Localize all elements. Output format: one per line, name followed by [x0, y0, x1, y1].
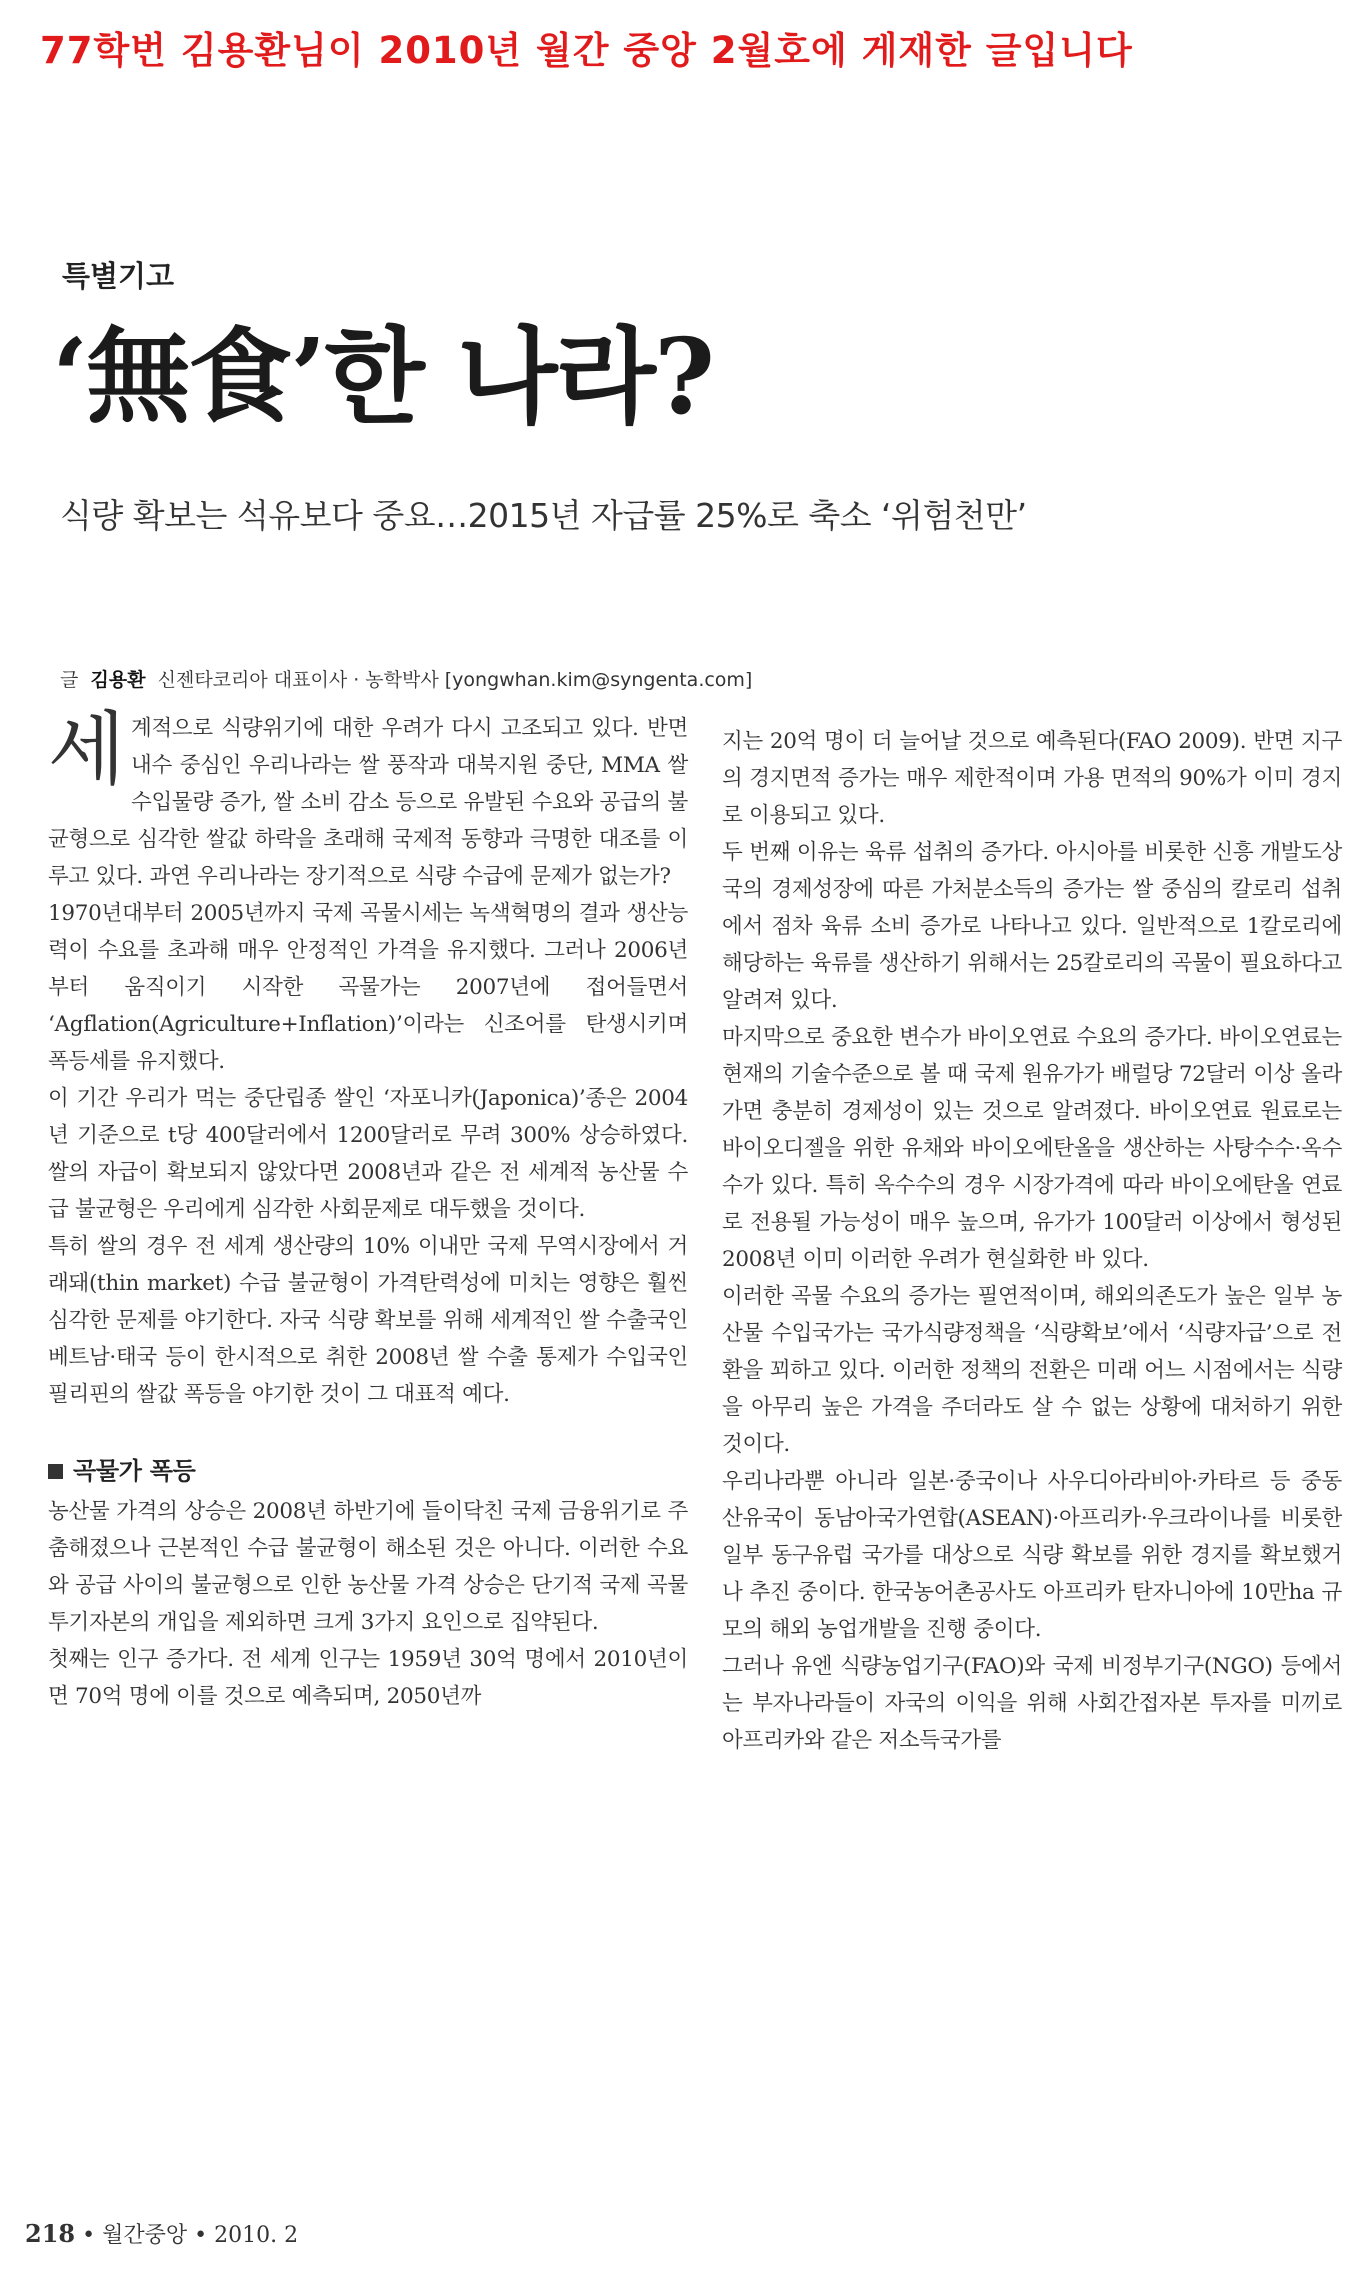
paragraph: 농산물 가격의 상승은 2008년 하반기에 들이닥친 국제 금융위기로 주춤해졌으나 근본적인 수급 불균형이 해소된 것은 아니다. 이러한 수요와 공급 사이의 불균형으로 인한 농산물 가격 상승은 단기적 국제 곡물투기자본의 개입을 제외하면 크게 3가지 요인으로 집약된다.: [48, 1499, 688, 1635]
article-column-left: [48, 703, 688, 1715]
byline-prefix: 글: [60, 669, 79, 691]
paragraph: 우리나라뿐 아니라 일본·중국이나 사우디아라비아·카타르 등 중동 산유국이 동남아국가연합(ASEAN)·아프리카·우크라이나를 비롯한 일부 동구유럽 국가를 대상으로 식량 확보를 위한 경지를 확보했거나 추진 중이다. 한국농어촌공사도 아프리카 탄자니아에 10만ha 규모의 해외 농업개발을 진행 중이다.: [722, 1469, 1342, 1642]
paragraph: 1970년대부터 2005년까지 국제 곡물시세는 녹색혁명의 결과 생산능력이 수요를 초과해 매우 안정적인 가격을 유지했다. 그러나 2006년부터 움직이기 시작한 곡물가는 2007년에 접어들면서 ‘Agflation(Agriculture+Inflation)’이라는 신조어를 탄생시키며 폭등세를 유지했다.: [48, 901, 688, 1074]
page-number: 218: [25, 2219, 76, 2248]
paragraph: 그러나 유엔 식량농업기구(FAO)와 국제 비정부기구(NGO) 등에서는 부자나라들이 자국의 이익을 위해 사회간접자본 투자를 미끼로 아프리카와 같은 저소득국가를: [722, 1654, 1342, 1753]
page-footer: 218 • 월간중앙 • 2010. 2: [25, 2219, 299, 2248]
paragraph: 이 기간 우리가 먹는 중단립종 쌀인 ‘자포니카(Japonica)’종은 2004년 기준으로 t당 400달러에서 1200달러로 무려 300% 상승하였다. 쌀의 자급이 확보되지 않았다면 2008년과 같은 전 세계적 농산물 수급 불균형은 우리에게 심각한 사회문제로 대두했을 것이다.: [48, 1086, 688, 1222]
dropcap: 세: [48, 703, 125, 796]
section-heading: 곡물가 폭등: [48, 1453, 688, 1489]
headline: ‘無食’한 나라?: [52, 315, 713, 438]
paragraph: 지는 20억 명이 더 늘어날 것으로 예측된다(FAO 2009). 반면 지구의 경지면적 증가는 매우 제한적이며 가용 면적의 90%가 이미 경지로 이용되고 있다.: [722, 729, 1342, 828]
magazine-name: 월간중앙: [102, 2223, 188, 2248]
paragraph: 세계적으로 식량위기에 대한 우려가 다시 고조되고 있다. 반면 내수 중심인 우리나라는 쌀 풍작과 대북지원 중단, MMA 쌀 수입물량 증가, 쌀 소비 감소 등으로 유발된 수요와 공급의 불균형으로 심각한 쌀값 하락을 초래해 국제적 동향과 극명한 대조를 이루고 있다. 과연 우리나라는 장기적으로 식량 수급에 문제가 없는가?: [48, 703, 688, 889]
section-kicker: 특별기고: [62, 259, 175, 293]
square-bullet-icon: [48, 1464, 63, 1479]
byline: [60, 665, 752, 692]
article-column-right: [722, 723, 1342, 1759]
subtitle: 식량 확보는 석유보다 중요…2015년 자급률 25%로 축소 ‘위험천만’: [60, 496, 1027, 535]
byline-info: 신젠타코리아 대표이사 · 농학박사 [yongwhan.kim@syngenta.com]: [157, 669, 753, 691]
byline-author: 김용환: [90, 669, 146, 691]
paragraph: 이러한 곡물 수요의 증가는 필연적이며, 해외의존도가 높은 일부 농산물 수입국가는 국가식량정책을 ‘식량확보’에서 ‘식량자급’으로 전환을 꾀하고 있다. 이러한 정책의 전환은 미래 어느 시점에서는 식량을 아무리 높은 가격을 주더라도 살 수 없는 상황에 대처하기 위한 것이다.: [722, 1284, 1342, 1457]
paragraph: 특히 쌀의 경우 전 세계 생산량의 10% 이내만 국제 무역시장에서 거래돼(thin market) 수급 불균형이 가격탄력성에 미치는 영향은 훨씬 심각한 문제를 야기한다. 자국 식량 확보를 위해 세계적인 쌀 수출국인 베트남·태국 등이 한시적으로 취한 2008년 쌀 수출 통제가 수입국인 필리핀의 쌀값 폭등을 야기한 것이 그 대표적 예다.: [48, 1234, 688, 1407]
paragraph: 두 번째 이유는 육류 섭취의 증가다. 아시아를 비롯한 신흥 개발도상국의 경제성장에 따른 가처분소득의 증가는 쌀 중심의 칼로리 섭취에서 점차 육류 소비 증가로 나타나고 있다. 일반적으로 1칼로리에 해당하는 육류를 생산하기 위해서는 25칼로리의 곡물이 필요하다고 알려져 있다.: [722, 840, 1342, 1013]
issue-date: 2010. 2: [214, 2223, 299, 2248]
notice-banner: 77학번 김용환님이 2010년 월간 중앙 2월호에 게재한 글입니다: [40, 29, 1133, 72]
paragraph: 첫째는 인구 증가다. 전 세계 인구는 1959년 30억 명에서 2010년이면 70억 명에 이를 것으로 예측되며, 2050년까: [48, 1647, 688, 1709]
paragraph: 마지막으로 중요한 변수가 바이오연료 수요의 증가다. 바이오연료는 현재의 기술수준으로 볼 때 국제 원유가가 배럴당 72달러 이상 올라가면 충분히 경제성이 있는 것으로 알려졌다. 바이오연료 원료로는 바이오디젤을 위한 유채와 바이오에탄올을 생산하는 사탕수수·옥수수가 있다. 특히 옥수수의 경우 시장가격에 따라 바이오에탄올 연료로 전용될 가능성이 매우 높으며, 유가가 100달러 이상에서 형성된 2008년 이미 이러한 우려가 현실화한 바 있다.: [722, 1025, 1342, 1272]
